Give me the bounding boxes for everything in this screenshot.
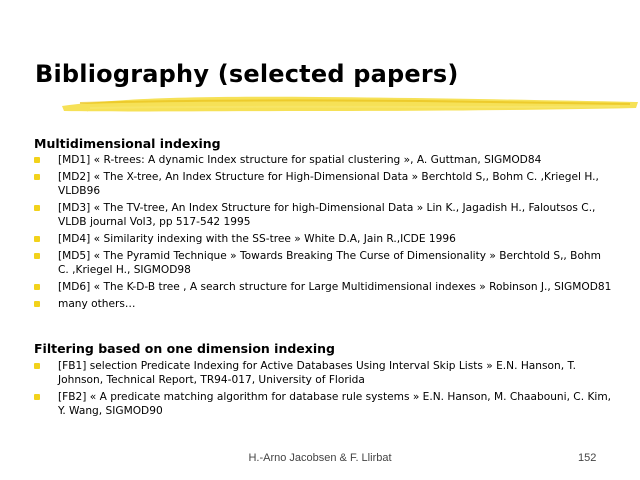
bullet-icon <box>34 253 40 259</box>
section-heading-filtering: Filtering based on one dimension indexing <box>34 341 335 356</box>
bullet-icon <box>34 157 40 163</box>
reference-text: many others… <box>58 298 136 310</box>
list-item <box>0 201 640 229</box>
page-number: 152 <box>578 452 597 464</box>
reference-text: [FB2] « A predicate matching algorithm for database rule systems » E.N. Hanson, M. Chaabouni, C. Kim, Y. Wang, SIGMOD90 <box>58 391 612 417</box>
list-item <box>0 359 640 387</box>
reference-list-filtering <box>0 359 640 421</box>
bullet-icon <box>34 394 40 400</box>
list-item <box>0 249 640 277</box>
list-item <box>0 297 640 311</box>
bullet-icon <box>34 236 40 242</box>
reference-text: [MD6] « The K-D-B tree , A search structure for Large Multidimensional indexes » Robinson J., SIGMOD81 <box>58 281 612 293</box>
list-item <box>0 153 640 167</box>
bullet-icon <box>34 301 40 307</box>
reference-text: [MD5] « The Pyramid Technique » Towards Breaking The Curse of Dimensionality » Berchtold S,, Bohm C. ,Kriegel H., SIGMOD98 <box>58 250 601 276</box>
reference-text: [MD3] « The TV-tree, An Index Structure for high-Dimensional Data » Lin K., Jagadish H., Faloutsos C., VLDB journal Vol3, pp 517-542 1995 <box>58 202 596 228</box>
list-item <box>0 170 640 198</box>
bullet-icon <box>34 174 40 180</box>
bullet-icon <box>34 363 40 369</box>
reference-text: [MD4] « Similarity indexing with the SS-tree » White D.A, Jain R.,ICDE 1996 <box>58 233 456 245</box>
reference-text: [MD2] « The X-tree, An Index Structure for High-Dimensional Data » Berchtold S,, Bohm C. ,Kriegel H., VLDB96 <box>58 171 599 197</box>
reference-list-multidimensional <box>0 153 640 314</box>
title-underline-brush <box>60 92 640 116</box>
reference-text: [MD1] « R-trees: A dynamic Index structure for spatial clustering », A. Guttman, SIGMOD84 <box>58 154 542 166</box>
bullet-icon <box>34 205 40 211</box>
footer-author: H.-Arno Jacobsen & F. Llirbat <box>248 452 392 464</box>
slide-title: Bibliography (selected papers) <box>35 60 459 88</box>
reference-text: [FB1] selection Predicate Indexing for Active Databases Using Interval Skip Lists » E.N. Hanson, T. Johnson, Technical Report, TR94-017, University of Florida <box>58 360 577 386</box>
section-heading-multidimensional: Multidimensional indexing <box>34 136 221 151</box>
bullet-icon <box>34 284 40 290</box>
list-item <box>0 390 640 418</box>
list-item <box>0 280 640 294</box>
list-item <box>0 232 640 246</box>
